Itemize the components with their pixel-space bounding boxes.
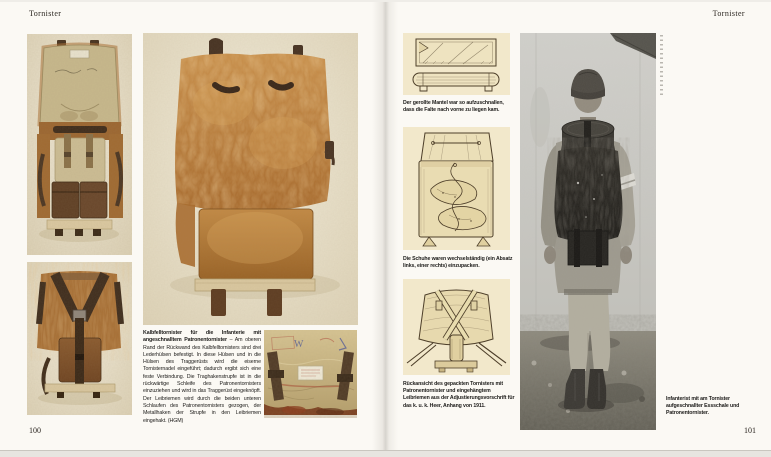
engraving-rolled-coat-svg: [403, 33, 510, 95]
photo-tornister-back-straps-svg: [27, 262, 132, 415]
photo-infantryman-with-tornister-svg: [520, 33, 656, 430]
right-page-number: 101: [744, 426, 756, 435]
page-bottom-edge: [0, 450, 771, 457]
left-main-caption: [143, 330, 261, 425]
right-running-head: Tornister: [712, 9, 745, 18]
engraving-rolled-coat: [403, 33, 510, 95]
engraving-tornister-back-view-svg: [403, 279, 510, 375]
engraving-packed-tornister-open: [403, 127, 510, 250]
photo-kalbfelltornister-opened: [27, 34, 132, 255]
photo-credit-vertical-marks: [660, 35, 663, 97]
figure-caption-shoes: Die Schuhe waren wechselständig (ein Absatz links, einer rechts) einzupacken.: [403, 256, 513, 270]
photo-caption: Infanterist mit am Tornister aufgeschnallter Essschale und Patronentornister.: [666, 396, 740, 417]
photo-tornister-canvas-back-detail-svg: [264, 330, 357, 418]
figure-caption-coat: Der gerollte Mantel war so aufzuschnallen, dass die Falte nach vorne zu liegen kam.: [403, 100, 504, 114]
right-page: [385, 0, 771, 457]
left-page: [0, 0, 385, 457]
left-page-number: 100: [29, 426, 41, 435]
figure-caption-back-view: Rückansicht des gepackten Tornisters mit Patronentornister und eingehängtem Leibriemen aus der Adjustierungsvorschrift für das k. u. k. Heer, Anhang von 1911.: [403, 381, 515, 409]
photo-kalbfelltornister-fur-front-svg: [143, 33, 358, 325]
left-main-caption-lead: Kalbfelltornister für die Infanterie mit angeschnalltem Patronentornister: [143, 330, 261, 344]
left-main-caption-body: – Am oberen Rand der Rückwand des Kalbfelltornisters sind drei Lederhülsen befestigt. In diese Hülsen und in die Hülsen des Traggerüsts wird die eiserne Tornisternadel eingeführt; dadurch ergibt sich eine feste Verbindung. Die Traghakenstrupfe ist in die rückwärtige Schleife des Patronentornisters einzuziehen und wird in das Traggerüst eingeknöpft. Der Leibriemen wird durch die beiden unteren Schlaufen des Patronentornisters gezogen, der Metallhaken der Strupfe in den Leibriemen eingehakt. (HGM): [143, 337, 261, 424]
photo-tornister-canvas-back-detail: [264, 330, 357, 418]
engraving-packed-tornister-open-svg: [403, 127, 510, 250]
photo-kalbfelltornister-opened-svg: [27, 34, 132, 255]
page-top-edge: [0, 0, 771, 2]
left-running-head: Tornister: [29, 9, 62, 18]
photo-tornister-back-straps: [27, 262, 132, 415]
photo-kalbfelltornister-fur-front: [143, 33, 358, 325]
engraving-tornister-back-view: [403, 279, 510, 375]
photo-infantryman-with-tornister: [520, 33, 656, 430]
